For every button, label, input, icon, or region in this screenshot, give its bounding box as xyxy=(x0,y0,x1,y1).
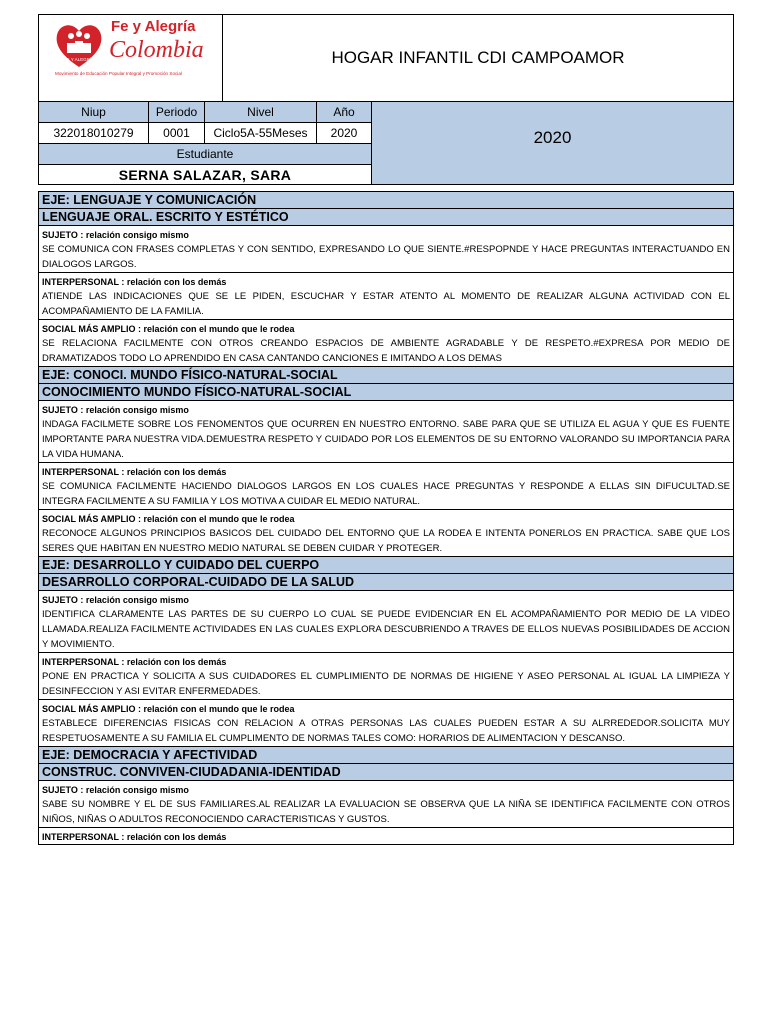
subsection-title: CONOCIMIENTO MUNDO FÍSICO-NATURAL-SOCIAL xyxy=(39,384,733,401)
dimension-text: SE COMUNICA FACILMENTE HACIENDO DIALOGOS LARGOS EN LOS CUALES HACE PREGUNTAS Y RESPONDE A ELLAS SIN DIFUCULTAD.SE INTEGRA FACILMENTE A SU FAMILIA Y LOS MOTIVA A CUIDAR EL MEDIO NATURAL. xyxy=(42,481,730,507)
nivel-value: Ciclo5A-55Meses xyxy=(205,123,317,143)
dimension-text: IDENTIFICA CLARAMENTE LAS PARTES DE SU CUERPO LO CUAL SE PUEDE EVIDENCIAR EN EL ACOMPAÑAMIENTO POR MEDIO DE LA VIDEO LLAMADA.REALIZA FACILMENTE ACTIVIDADES EN LAS CUALES EXPLORA DESCUBRIENDO A TRAVES DE ELLOS NUEVAS POSIBILIDADES DE ACCION Y MOVIMIENTO. xyxy=(42,609,730,650)
student-info xyxy=(38,102,734,185)
dimension-text: PONE EN PRACTICA Y SOLICITA A SUS CUIDADORES EL CUMPLIMIENTO DE NORMAS DE HIGIENE Y ASEO PERSONAL AL IGUAL LA LIMPIEZA Y DESINFECCION Y ASI EVITAR ENFERMEDADES. xyxy=(42,671,730,697)
col-header-nivel: Nivel xyxy=(205,102,317,122)
col-header-ano: Año xyxy=(317,102,371,122)
dimension-label: INTERPERSONAL : relación con los demás xyxy=(42,277,227,287)
student-label: Estudiante xyxy=(39,144,371,164)
dimension-text: INDAGA FACILMETE SOBRE LOS FENOMENTOS QUE OCURREN EN NUESTRO ENTORNO. SABE PARA QUE SE UTILIZA EL AGUA Y QUE ES FUENTE IMPORTANTE PARA NUESTRA VIDA.DEMUESTRA RESPETO Y CUIDADO POR LOS ELEMENTOS DE SU ENTORNO VALORANDO SU IMPORTANCIA PARA LA VIDA HUMANA. xyxy=(42,419,730,460)
evaluation-block xyxy=(39,463,733,510)
periodo-value: 0001 xyxy=(149,123,205,143)
evaluation-block xyxy=(39,700,733,747)
niup-value: 322018010279 xyxy=(39,123,149,143)
dimension-label: INTERPERSONAL : relación con los demás xyxy=(42,467,227,477)
eje-title: EJE: LENGUAJE Y COMUNICACIÓN xyxy=(39,192,733,209)
evaluation-block xyxy=(39,401,733,463)
evaluation-sections xyxy=(38,191,734,845)
dimension-label: SUJETO : relación consigo mismo xyxy=(42,785,189,795)
col-header-periodo: Periodo xyxy=(149,102,205,122)
dimension-text: ATIENDE LAS INDICACIONES QUE SE LE PIDEN, ESCUCHAR Y ESTAR ATENTO AL MOMENTO DE REALIZAR ALGUNA ACTIVIDAD CON EL ACOMPAÑAMIENTO DE LA FAMILIA. xyxy=(42,291,730,317)
fe-y-alegria-logo xyxy=(53,17,213,83)
evaluation-block xyxy=(39,226,733,273)
eje-title: EJE: DEMOCRACIA Y AFECTIVIDAD xyxy=(39,747,733,764)
student-name-row xyxy=(39,165,371,185)
school-title: HOGAR INFANTIL CDI CAMPOAMOR xyxy=(331,48,625,67)
subsection-title: LENGUAJE ORAL. ESCRITO Y ESTÉTICO xyxy=(39,209,733,226)
logo-name-line2: Colombia xyxy=(109,37,204,63)
dimension-label: INTERPERSONAL : relación con los demás xyxy=(42,657,227,667)
dimension-text: SE COMUNICA CON FRASES COMPLETAS Y CON SENTIDO, EXPRESANDO LO QUE SIENTE.#RESPOPNDE Y HACE PREGUNTAS INTERACTUANDO EN DIALOGOS LARGOS. xyxy=(42,244,730,270)
evaluation-block xyxy=(39,591,733,653)
logo-name-line1: Fe y Alegría xyxy=(111,18,196,35)
report-card xyxy=(38,14,734,845)
dimension-label: SOCIAL MÁS AMPLIO : relación con el mundo que le rodea xyxy=(42,324,295,334)
col-header-niup: Niup xyxy=(39,102,149,122)
ano-value: 2020 xyxy=(330,126,358,140)
dimension-label: SOCIAL MÁS AMPLIO : relación con el mundo que le rodea xyxy=(42,704,295,714)
student-label-row xyxy=(39,144,371,165)
eje-title: EJE: DESARROLLO Y CUIDADO DEL CUERPO xyxy=(39,557,733,574)
dimension-label: INTERPERSONAL : relación con los demás xyxy=(42,832,227,842)
evaluation-block xyxy=(39,320,733,367)
evaluation-block xyxy=(39,653,733,700)
student-name: SERNA SALAZAR, SARA xyxy=(118,167,292,183)
evaluation-block xyxy=(39,828,733,844)
dimension-text: ESTABLECE DIFERENCIAS FISICAS CON RELACION A OTRAS PERSONAS LAS CUALES PUEDEN ESTAR A SU ALRREDEDOR.SOLICITA MUY RESPETUOSAMENTE A SU FAMILIA EL CUMPLIMENTO DE NORMAS TALES COMO: HORARIOS DE ALIMENTACION Y DESCANSO. xyxy=(42,718,730,744)
dimension-label: SUJETO : relación consigo mismo xyxy=(42,595,189,605)
evaluation-block xyxy=(39,510,733,557)
year-display: 2020 xyxy=(371,102,733,184)
eje-title: EJE: CONOCI. MUNDO FÍSICO-NATURAL-SOCIAL xyxy=(39,367,733,384)
dimension-text: SE RELACIONA FACILMENTE CON OTROS CREANDO ESPACIOS DE AMBIENTE AGRADABLE Y DE RESPETO.#EXPRESA POR MEDIO DE DRAMATIZADOS TODO LO APRENDIDO EN CASA CANTANDO CANCIONES E IMITANDO A LOS DEMAS xyxy=(42,338,730,364)
dimension-label: SUJETO : relación consigo mismo xyxy=(42,230,189,240)
subsection-title: DESARROLLO CORPORAL-CUIDADO DE LA SALUD xyxy=(39,574,733,591)
dimension-label: SOCIAL MÁS AMPLIO : relación con el mundo que le rodea xyxy=(42,514,295,524)
info-header-row xyxy=(39,102,371,123)
dimension-text: RECONOCE ALGUNOS PRINCIPIOS BASICOS DEL CUIDADO DEL ENTORNO QUE LA RODEA E INTENTA PONERLOS EN PRACTICA. SABE QUE LOS SERES QUE HABITAN EN NUESTRO MEDIO NATURAL SE DEBEN CUIDAR Y PROTEGER. xyxy=(42,528,730,554)
subsection-title: CONSTRUC. CONVIVEN-CIUDADANIA-IDENTIDAD xyxy=(39,764,733,781)
logo-area xyxy=(39,15,223,101)
dimension-text: SABE SU NOMBRE Y EL DE SUS FAMILIARES.AL REALIZAR LA EVALUACION SE OBSERVA QUE LA NIÑA SE IDENTIFICA FACILMENTE CON OTROS NIÑOS, NIÑAS O ADULTOS RECONOCIENDO CARACTERISTICAS Y GUSTOS. xyxy=(42,799,730,825)
info-value-row xyxy=(39,123,371,144)
evaluation-block xyxy=(39,781,733,828)
student-info-table xyxy=(39,102,371,184)
report-header xyxy=(38,14,734,102)
evaluation-block xyxy=(39,273,733,320)
heart-text: FE Y ALEGRÍA xyxy=(63,57,95,62)
dimension-label: SUJETO : relación consigo mismo xyxy=(42,405,189,415)
logo-tagline: Movimiento de Educación Popular Integral y Promoción Social xyxy=(55,71,182,76)
